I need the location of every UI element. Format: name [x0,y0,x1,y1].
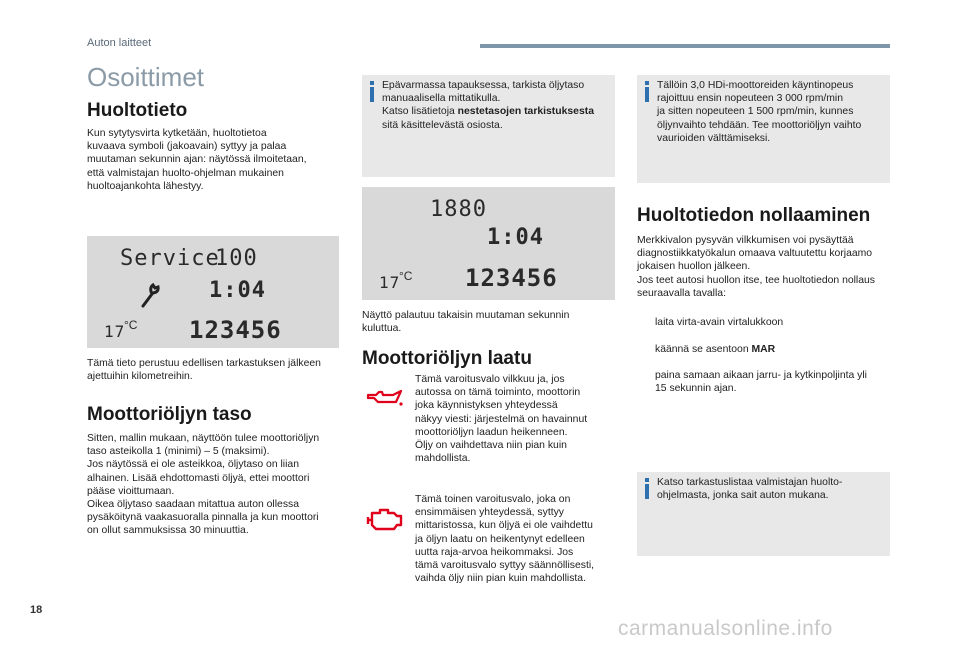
lcd-temperature-unit: °C [124,318,138,332]
list-item [637,303,895,329]
lcd-service-text: Service [120,246,220,271]
heading-oil-quality: Moottoriöljyn laatu [362,348,532,369]
watermark: carmanualsonline.info [618,617,833,640]
step-text: paina samaan aikaan jarru- ja kytkinpoljinta yli 15 sekunnin ajan. [655,370,867,395]
page-title: Osoittimet [87,62,205,92]
heading-service-reset: Huoltotiedon nollaaminen [637,205,871,226]
step-key-position: MAR [751,343,776,355]
header-divider [480,44,890,48]
dashboard-display-service [87,236,339,348]
info-text-part: Epävarmassa tapauksessa, tarkista öljytaso manuaalisella mittatikulla. Katso lisätietoja [382,80,585,118]
engine-icon [366,505,406,533]
lcd-odometer: 123456 [189,316,282,344]
lcd-top-value: 1880 [430,197,487,222]
info-text-dipstick [382,79,612,132]
heading-oil-level: Moottoriöljyn taso [87,404,252,425]
caption-service-display: Tämä tieto perustuu edellisen tarkastuksen jälkeen ajettuihin kilometreihin. [87,358,321,383]
lcd-temperature: 17 [104,322,126,341]
paragraph-oil-quality-2: Tämä toinen varoitusvalo, joka on ensimmäisen yhteydessä, syttyy mittaristossa, kun öljyä ei ole vaihdettu ja öljyn laatu on heikentynyt edelleen uutta raja-arvoa heikommaksi. Jos tämä varoitusvalo syttyy säännöllisesti, vaihda öljy niin pian kuin mahdollista. [415,494,595,585]
info-box-service-checklist [637,472,890,556]
info-link-fluid-levels: nestetasojen tarkistuksesta [457,106,594,118]
info-text-part: sitä käsittelevästä osiosta. [382,119,503,131]
lcd-time: 1:04 [209,278,266,303]
step-text: laita virta-avain virtalukkoon [655,317,784,329]
info-icon [643,81,652,103]
info-box-dipstick [362,75,615,177]
info-text-rpm-limit: Tällöin 3,0 HDi-moottoreiden käyntinopeus rajoittuu ensin nopeuteen 3 000 rpm/min ja sitten nopeuteen 1 500 rpm/min, kunnes öljynvaihto tehdään. Tee moottoriöljyn vaihto vaurioiden välttämiseksi. [657,80,862,144]
caption-reset-display: Näyttö palautuu takaisin muutaman sekunnin kuluttua. [362,310,570,335]
info-icon [368,81,377,103]
lcd-service-value: 100 [215,246,258,271]
page-number: 18 [30,604,43,616]
list-item [637,329,895,355]
paragraph-oil-quality-1: Tämä varoitusvalo vilkkuu ja, jos autossa on tämä toiminto, moottorin joka käynnistyksen yhteydessä näkyy viesti: järjestelmä on havainnut moottoriöljyn laadun heikenneen. Öljy on vaihdettava niin pian kuin mahdollista. [415,374,588,465]
info-icon [643,478,652,500]
step-text: käännä se asentoon [655,343,752,355]
paragraph-oil-level: Sitten, mallin mukaan, näyttöön tulee moottoriöljyn taso asteikolla 1 (minimi) – 5 (maksimi). Jos näytössä ei ole asteikkoa, öljytaso on liian alhainen. Lisää ehdottomasti öljyä, ettei moottori pääse vioittumaan. Oikea öljytaso saadaan mitattua auton ollessa pysäköitynä vaakasuoralla pinnalla ja kun moottori on ollut sammuksissa 30 minuuttia. [87,433,320,537]
lcd-temperature: 17 [379,273,401,292]
lcd-time: 1:04 [487,225,544,250]
dashboard-display-reset [362,187,615,300]
wrench-icon [139,282,161,308]
info-box-rpm-limit [637,75,890,183]
paragraph-service-reset: Merkkivalon pysyvän vilkkumisen voi pysäyttää diagnostiikkatyökalun omaava valtuutettu korjaamo jokaisen huollon jälkeen. Jos teet autosi huollon itse, tee huoltotiedon nollaus seuraavalla tavalla: [637,235,875,299]
reset-steps-list [637,303,895,395]
lcd-odometer: 123456 [465,264,558,292]
paragraph-service-info: Kun sytytysvirta kytketään, huoltotietoa kuvaava symboli (jakoavain) syttyy ja palaa muutaman sekunnin ajan: näytössä ilmoitetaan, että valmistajan huolto-ohjelman mukainen huoltoajankohta lähestyy. [87,128,307,192]
list-item [637,356,895,396]
section-header-label: Auton laitteet [87,37,152,49]
oil-can-icon [366,388,404,408]
info-text-service-checklist: Katso tarkastuslistaa valmistajan huolto- ohjelmasta, jonka sait auton mukana. [657,477,843,502]
heading-huoltotieto: Huoltotieto [87,100,188,121]
lcd-temperature-unit: °C [399,269,413,283]
